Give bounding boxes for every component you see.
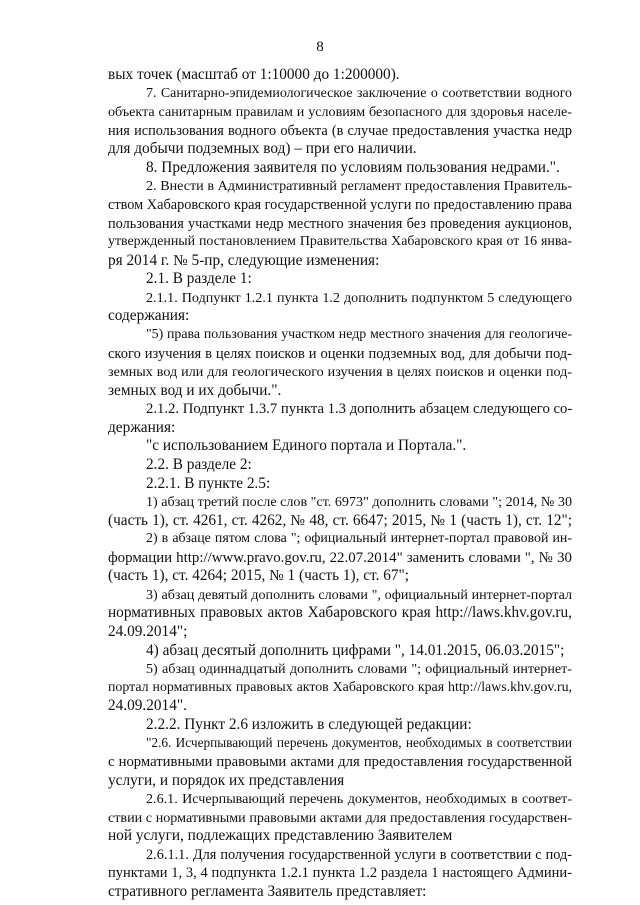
text-line: пунктами 1, 3, 4 подпункта 1.2.1 пункта 1.2 раздела 1 настоящего Админи-	[108, 865, 572, 882]
text-line: утвержденный постановлением Правительства Хабаровского края от 16 янва-	[108, 234, 572, 250]
text-line: 2.1.2. Подпункт 1.3.7 пункта 1.3 дополнить абзацем следующего со-	[146, 401, 573, 418]
text-line: (часть 1), ст. 4264; 2015, № 1 (часть 1), ст. 67";	[108, 567, 410, 585]
text-line: 2.6.1.1. Для получения государственной услуги в соответствии с под-	[146, 846, 572, 863]
text-line: вых точек (масштаб от 1:10000 до 1:200000).	[108, 66, 400, 83]
text-line: 2.6.1. Исчерпывающий перечень документов, необходимых в соответ-	[146, 791, 572, 808]
text-line: (часть 1), ст. 4261, ст. 4262, № 48, ст. 6647; 2015, № 1 (часть 1), ст. 12";	[108, 511, 572, 529]
text-line: ной услуги, подлежащих представлению Заявителем	[108, 827, 453, 845]
text-line: портал нормативных правовых актов Хабаровского края http://laws.khv.gov.ru,	[108, 679, 572, 695]
text-line: объекта санитарным правилам и условиям безопасного для здоровья населе-	[108, 104, 572, 121]
text-line: земных вод или для геологического изучения в целях поисков и оценки под-	[108, 364, 572, 381]
text-line: 2.1.1. Подпункт 1.2.1 пункта 1.2 дополнить подпунктом 5 следующего	[146, 289, 572, 306]
text-line: стративного регламента Заявитель представляет:	[108, 883, 427, 900]
text-line: "2.6. Исчерпывающий перечень документов, необходимых в соответствии	[146, 735, 572, 751]
text-line: 5) абзац одиннадцатый дополнить словами "; официальный интернет-	[146, 661, 572, 678]
text-line: ния использования водного объекта (в случае предоставления участка недр	[108, 122, 572, 139]
text-line: 2.1. В разделе 1:	[146, 270, 252, 288]
page-number: 8	[316, 39, 324, 55]
text-line: 24.09.2014".	[108, 697, 187, 715]
text-line: услуги, и порядок их представления	[108, 771, 345, 789]
text-line: 2.2. В разделе 2:	[146, 455, 252, 473]
text-line: 24.09.2014";	[108, 623, 188, 641]
text-line: "с использованием Единого портала и Портала.".	[146, 437, 467, 455]
text-line: ством Хабаровского края государственной услуги по предоставлению права	[108, 196, 572, 213]
text-line: нормативных правовых актов Хабаровского края http://laws.khv.gov.ru,	[108, 604, 572, 622]
text-line: ствии с нормативными правовыми актами для предоставления государствен-	[108, 809, 572, 826]
text-line: 2. Внести в Административный регламент предоставления Правитель-	[146, 178, 572, 195]
text-line: 8. Предложения заявителя по условиям пользования недрами.".	[146, 158, 560, 176]
text-line: 3) абзац девятый дополнить словами ", официальный интернет-портал	[146, 586, 572, 603]
text-line: ского изучения в целях поисков и оценки подземных вод, для добычи под-	[108, 345, 572, 362]
text-line: для добычи подземных вод) – при его наличии.	[108, 140, 417, 158]
text-line: с нормативными правовыми актами для предоставления государственной	[108, 754, 572, 771]
text-line: 2.2.1. В пункте 2.5:	[146, 474, 271, 492]
text-line: 2) в абзаце пятом слова "; официальный интернет-портал правовой ин-	[146, 531, 572, 547]
text-line: 4) абзац десятый дополнить цифрами ", 14.01.2015, 06.03.2015";	[146, 641, 565, 659]
text-line: пользования участками недр местного значения без проведения аукционов,	[108, 215, 572, 232]
text-line: ря 2014 г. № 5-пр, следующие изменения:	[108, 251, 380, 269]
text-line: формации http://www.pravo.gov.ru, 22.07.2014" заменить словами ", № 30	[108, 549, 572, 566]
text-line: земных вод и их добычи.".	[108, 381, 282, 399]
text-line: держания:	[108, 418, 176, 436]
text-line: 7. Санитарно-эпидемиологическое заключение о соответствии водного	[146, 85, 572, 101]
text-line: 2.2.2. Пункт 2.6 изложить в следующей редакции:	[146, 715, 472, 733]
text-line: 1) абзац третий после слов "ст. 6973" дополнить словами "; 2014, № 30	[146, 494, 572, 511]
text-line: содержания:	[108, 307, 190, 325]
text-line: "5) права пользования участком недр местного значения для геологиче-	[146, 326, 572, 342]
